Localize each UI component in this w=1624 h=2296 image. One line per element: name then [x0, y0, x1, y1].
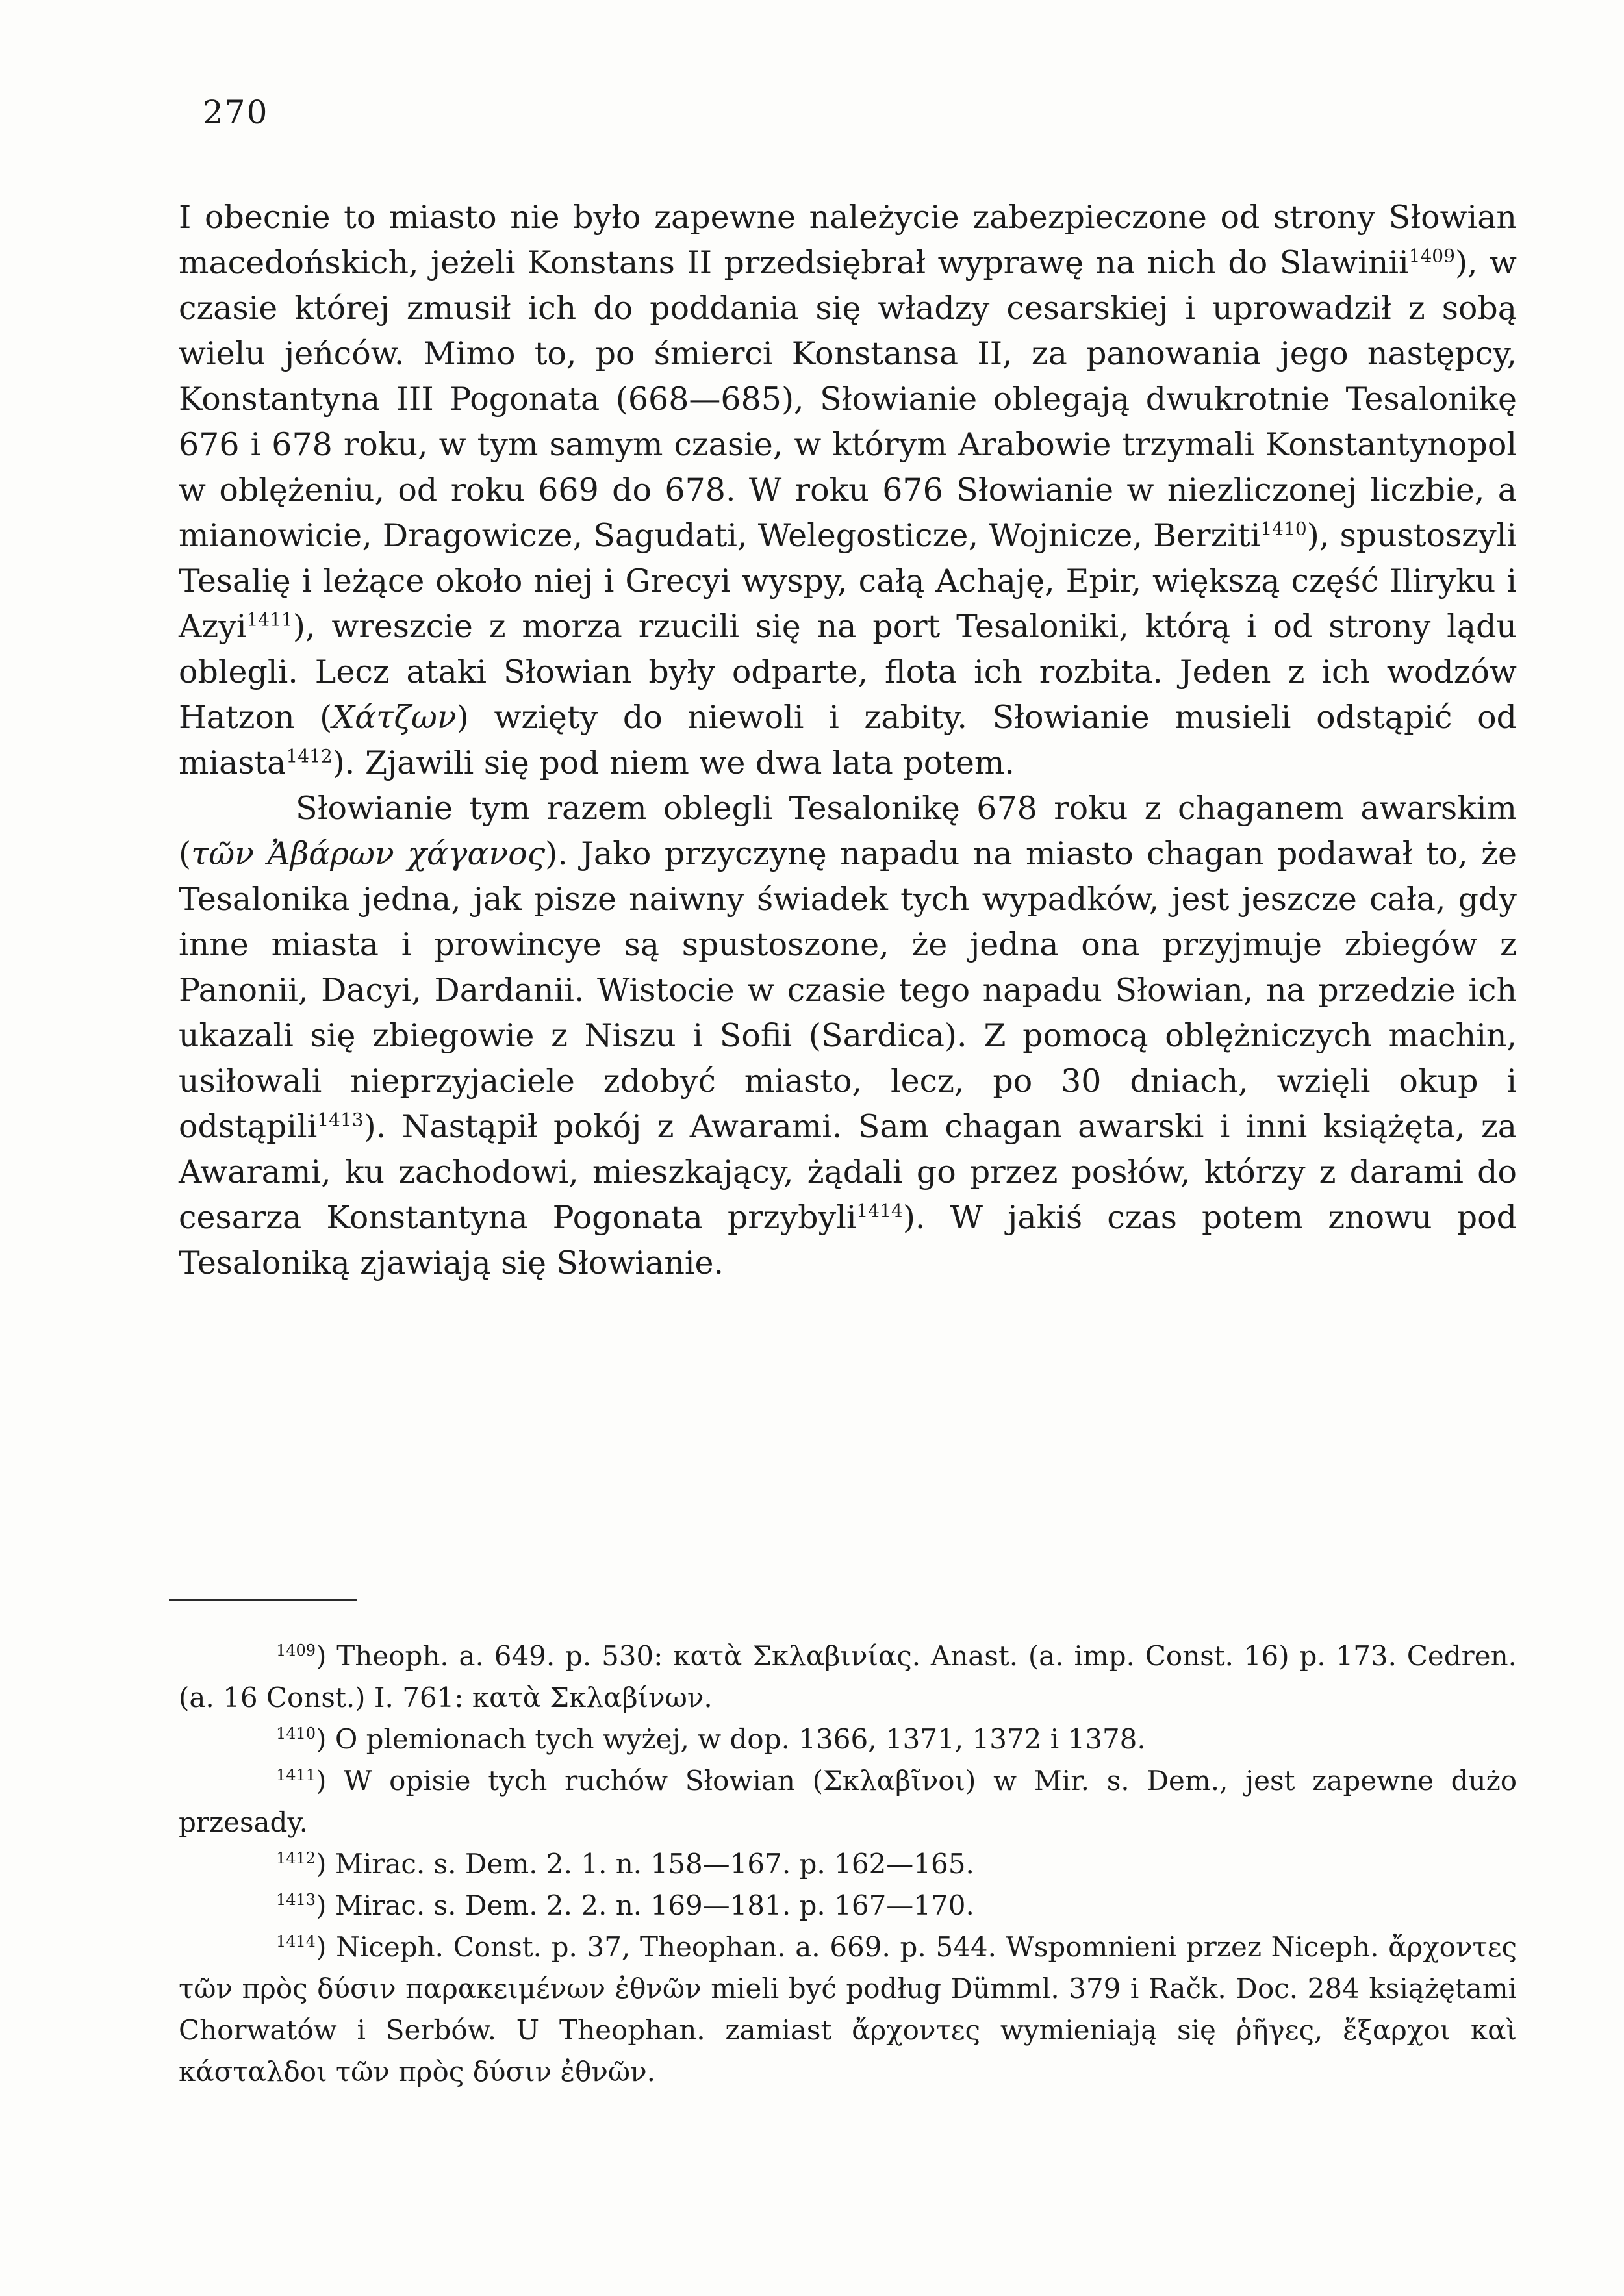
footnote-ref: 1409: [1408, 245, 1455, 267]
paragraph-1: [179, 195, 1517, 786]
footnote-ref: 1411: [246, 609, 293, 631]
text-run: ), w czasie której zmusił ich do poddania się władzy cesarskiej i uprowadził z sobą wielu jeńców. Mimo to, po śmierci Konstansa II, za panowania jego następcy, Konstantyna III Pogonata (668—685), Słowianie oblegają dwukrotnie Tesalonikę 676 i 678 roku, w tym samym czasie, w którym Arabowie trzymali Konstantynopol w oblężeniu, od roku 669 do 678. W roku 676 Słowianie w niezliczonej liczbie, a mianowicie, Dragowicze, Sagudati, Welegosticze, Wojnicze, Berziti: [179, 244, 1517, 554]
greek-term: τῶν Ἀβάρων χάγανος: [191, 835, 546, 872]
text-run: ), spustoszyli Tesalię i leżące około niej i Grecyi wyspy, całą Achaję, Epir, większą część Iliryku i Azyi: [179, 517, 1517, 645]
text-run: ). Jako przyczynę napadu na miasto chagan podawał to, że Tesalonika jedna, jak pisze naiwny świadek tych wypadków, jest jeszcze cała, gdy inne miasta i prowincye są spustoszone, że jedna ona przyjmuje zbiegów z Panonii, Dacyi, Dardanii. Wistocie w czasie tego napadu Słowian, na przedzie ich ukazali się zbiegowie z Niszu i Sofii (Sardica). Z pomocą oblężniczych machin, usiłowali nieprzyjaciele zdobyć miasto, lecz, po 30 dniach, wzięli okup i odstąpili: [179, 835, 1517, 1145]
footnote-marker: 1414: [276, 1932, 316, 1950]
text-run: Słowianie tym razem oblegli Tesalonikę 678 roku z chaganem awarskim (: [179, 790, 1517, 872]
footnote-1409: [179, 1635, 1517, 1719]
footnote-text: ) Mirac. s. Dem. 2. 2. n. 169—181. p. 167—170.: [316, 1889, 974, 1921]
footnote-marker: 1410: [276, 1724, 316, 1743]
footnote-marker: 1413: [276, 1891, 316, 1909]
text-run: ) wzięty do niewoli i zabity. Słowianie musieli odstąpić od miasta: [179, 699, 1517, 781]
footnote-1410: [179, 1719, 1517, 1760]
footnote-text: ) W opisie tych ruchów Słowian (Σκλαβῖνοι) w Mir. s. Dem., jest zapewne dużo przesady.: [179, 1765, 1517, 1838]
footnote-ref: 1412: [286, 745, 333, 767]
footnote-marker: 1412: [276, 1849, 316, 1867]
footnote-ref: 1410: [1260, 518, 1307, 540]
footnote-text: ) Mirac. s. Dem. 2. 1. n. 158—167. p. 162—165.: [316, 1848, 974, 1880]
text-run: ), wreszcie z morza rzucili się na port Tesaloniki, którą i od strony lądu oblegli. Lecz ataki Słowian były odparte, flota ich rozbita. Jeden z ich wodzów Hatzon (: [179, 608, 1517, 736]
text-run: ). Nastąpił pokój z Awarami. Sam chagan awarski i inni książęta, za Awarami, ku zachodowi, mieszkający, żądali go przez posłów, którzy z darami do cesarza Konstantyna Pogonata przybyli: [179, 1108, 1517, 1236]
footnote-1413: [179, 1885, 1517, 1926]
greek-term: Χάτζων: [332, 699, 457, 736]
page-number: 270: [203, 94, 269, 131]
footnote-ref: 1413: [317, 1109, 364, 1131]
footnote-text: ) Niceph. Const. p. 37, Theophan. a. 669. p. 544. Wspomnieni przez Niceph. ἄρχοντες τῶν πρὸς δύσιν παρακειμένων ἐθνῶν mieli być podług Dümml. 379 i Račk. Doc. 284 książętami Chorwatów i Serbów. U Theophan. zamiast ἄρχοντες wymieniają się ῥῆγες, ἔξαρχοι καὶ κάσταλδοι τῶν πρὸς δύσιν ἐθνῶν.: [179, 1931, 1517, 2088]
footnote-marker: 1411: [276, 1766, 316, 1784]
text-run: I obecnie to miasto nie było zapewne należycie zabezpieczone od strony Słowian macedońskich, jeżeli Konstans II przedsiębrał wyprawę na nich do Slawinii: [179, 199, 1517, 281]
text-run: ). W jakiś czas potem znowu pod Tesaloniką zjawiają się Słowianie.: [179, 1199, 1517, 1281]
footnote-text: ) Theoph. a. 649. p. 530: κατὰ Σκλαβινίας. Anast. (a. imp. Const. 16) p. 173. Cedren. (a. 16 Const.) I. 761: κατὰ Σκλαβίνων.: [179, 1640, 1517, 1713]
main-text: [179, 195, 1517, 1286]
footnote-marker: 1409: [276, 1641, 316, 1659]
text-run: ). Zjawili się pod niem we dwa lata potem.: [332, 744, 1015, 781]
paragraph-2: [179, 786, 1517, 1286]
footnotes-section: [179, 1635, 1517, 2093]
footnote-1412: [179, 1843, 1517, 1885]
footnote-text: ) O plemionach tych wyżej, w dop. 1366, 1371, 1372 i 1378.: [316, 1723, 1146, 1755]
footnote-1414: [179, 1926, 1517, 2093]
footnote-ref: 1414: [856, 1200, 903, 1222]
footnote-divider: [169, 1599, 357, 1601]
footnote-1411: [179, 1760, 1517, 1843]
